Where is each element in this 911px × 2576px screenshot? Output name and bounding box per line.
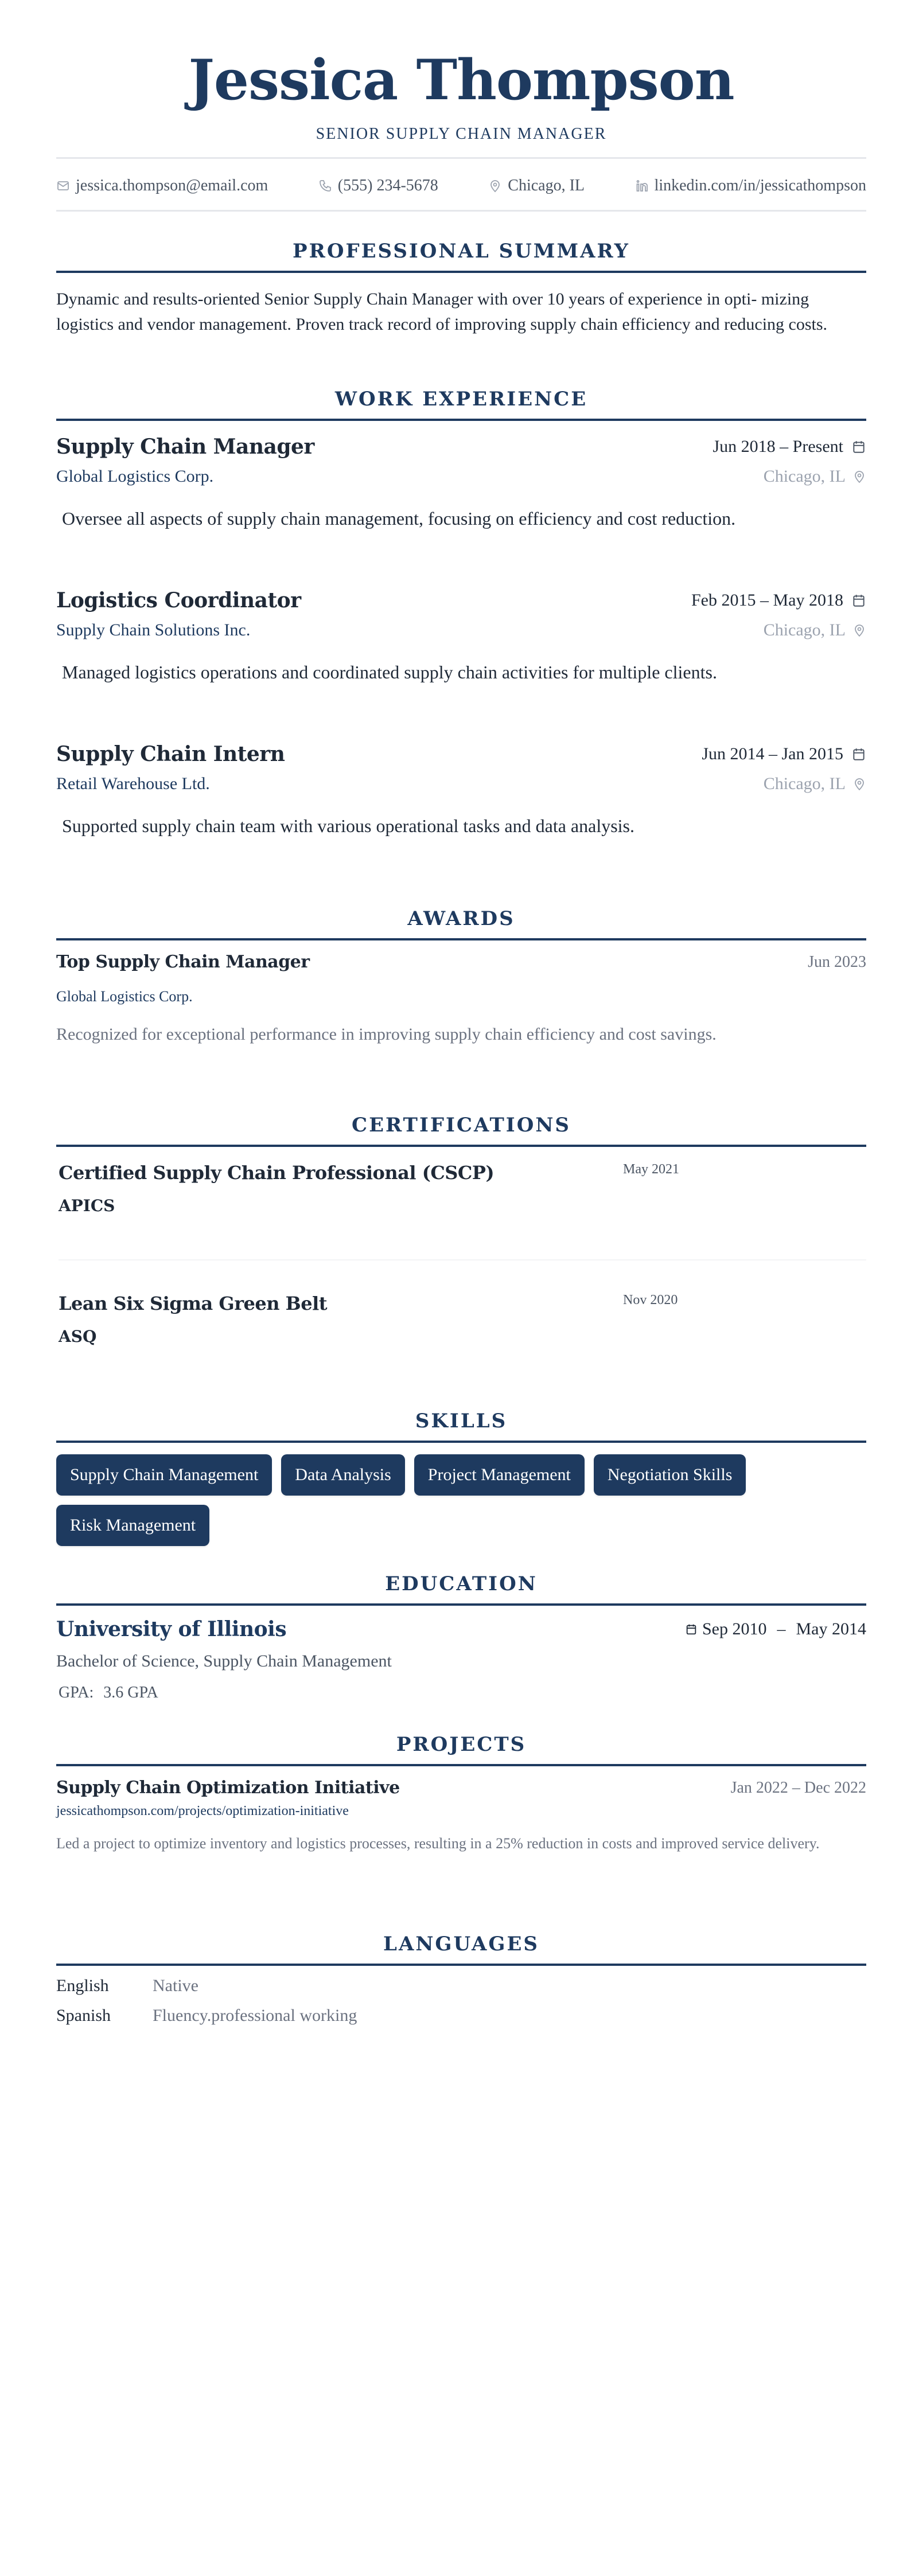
header-divider-bottom <box>56 210 866 212</box>
job-description: Oversee all aspects of supply chain management, focusing on efficiency and cost reduction. <box>62 508 736 529</box>
job-company: Supply Chain Solutions Inc. <box>56 620 251 639</box>
certification-name: Certified Supply Chain Professional (CSCP) <box>59 1162 495 1184</box>
section-rule <box>56 938 866 940</box>
language-item <box>56 1976 866 1996</box>
contact-phone[interactable] <box>318 177 438 195</box>
skill-tag: Data Analysis <box>281 1454 404 1496</box>
section-rule <box>56 1145 866 1147</box>
certification-item <box>59 1293 866 1346</box>
section-rule <box>56 1964 866 1966</box>
contact-bar <box>56 177 866 195</box>
map-pin-icon <box>488 179 502 193</box>
skill-tag: Negotiation Skills <box>594 1454 746 1496</box>
header-divider-top <box>56 157 866 159</box>
linkedin-icon <box>635 179 649 193</box>
map-pin-icon <box>852 470 866 483</box>
project-dates: Jan 2022 – Dec 2022 <box>730 1778 866 1797</box>
job-location: Chicago, IL <box>764 774 866 794</box>
job-title: Supply Chain Manager <box>56 435 314 459</box>
job-description: Supported supply chain team with various operational tasks and data analysis. <box>62 815 634 836</box>
skill-tag: Risk Management <box>56 1505 209 1546</box>
section-rule <box>56 1441 866 1443</box>
section-rule <box>56 271 866 273</box>
skill-tag: Project Management <box>414 1454 585 1496</box>
job-company: Retail Warehouse Ltd. <box>56 774 210 793</box>
skills-list <box>56 1454 866 1546</box>
job-dates: Feb 2015 – May 2018 <box>691 591 866 610</box>
map-pin-icon <box>852 623 866 637</box>
section-rule <box>56 1764 866 1766</box>
award-date: Jun 2023 <box>808 953 866 971</box>
phone-icon <box>318 179 332 193</box>
section-title-certifications: CERTIFICATIONS <box>352 1114 571 1137</box>
email-text: jessica.thompson@email.com <box>76 177 268 194</box>
candidate-title: SENIOR SUPPLY CHAIN MANAGER <box>316 125 607 143</box>
calendar-icon <box>851 439 866 454</box>
skill-tag: Supply Chain Management <box>56 1454 272 1496</box>
linkedin-text: linkedin.com/in/jessicathompson <box>654 177 866 194</box>
award-description: Recognized for exceptional performance in improving supply chain efficiency and cost savings. <box>56 1025 717 1044</box>
phone-text: (555) 234-5678 <box>337 177 438 194</box>
language-level: Native <box>153 1976 198 1995</box>
education-item <box>56 1617 866 1702</box>
experience-item <box>56 742 866 837</box>
calendar-icon <box>851 593 866 608</box>
certification-date: May 2021 <box>623 1162 679 1177</box>
section-rule <box>56 1603 866 1606</box>
section-title-skills: SKILLS <box>415 1410 508 1433</box>
section-title-experience: WORK EXPERIENCE <box>334 388 588 411</box>
language-name: English <box>56 1976 109 1995</box>
project-description: Led a project to optimize inventory and logistics processes, resulting in a 25% reduction in costs and improved service delivery. <box>56 1835 820 1852</box>
experience-item <box>56 588 866 683</box>
job-dates: Jun 2018 – Present <box>713 437 867 456</box>
award-item <box>56 952 866 1044</box>
award-organization: Global Logistics Corp. <box>56 988 193 1005</box>
experience-item <box>56 435 866 529</box>
project-link[interactable]: jessicathompson.com/projects/optimization-initiative <box>56 1804 349 1818</box>
contact-linkedin[interactable] <box>635 177 866 195</box>
certification-name: Lean Six Sigma Green Belt <box>59 1293 328 1314</box>
language-item <box>56 2006 866 2025</box>
languages-list <box>56 1976 866 2036</box>
certification-item <box>59 1162 866 1215</box>
education-school: University of Illinois <box>56 1617 287 1641</box>
certification-issuer: APICS <box>59 1196 115 1215</box>
section-title-awards: AWARDS <box>407 907 515 930</box>
job-title: Supply Chain Intern <box>56 742 285 766</box>
job-dates: Jun 2014 – Jan 2015 <box>702 744 866 764</box>
calendar-icon <box>851 747 866 762</box>
project-item <box>56 1778 866 1856</box>
certification-date: Nov 2020 <box>623 1293 678 1307</box>
section-title-projects: PROJECTS <box>396 1733 527 1756</box>
contact-email[interactable] <box>56 177 268 195</box>
certification-divider <box>59 1259 866 1260</box>
job-location: Chicago, IL <box>764 620 866 640</box>
section-rule <box>56 419 866 421</box>
section-title-languages: LANGUAGES <box>383 1933 539 1956</box>
candidate-name: Jessica Thompson <box>188 48 734 112</box>
education-degree: Bachelor of Science, Supply Chain Management <box>56 1652 392 1671</box>
language-level: Fluency.professional working <box>153 2006 357 2025</box>
contact-location <box>488 177 585 195</box>
section-title-education: EDUCATION <box>385 1572 538 1595</box>
award-title: Top Supply Chain Manager <box>56 952 310 972</box>
mail-icon <box>56 179 70 193</box>
language-name: Spanish <box>56 2006 111 2025</box>
job-title: Logistics Coordinator <box>56 588 301 612</box>
summary-text: Dynamic and results-oriented Senior Supply Chain Manager with over 10 years of experience in opti- mizing logistics and vendor management. Proven track record of improving supply chain efficiency and reducing costs. <box>56 290 828 334</box>
job-company: Global Logistics Corp. <box>56 467 214 486</box>
calendar-icon <box>685 1623 698 1636</box>
education-dates: Sep 2010 – May 2014 <box>685 1619 866 1639</box>
job-description: Managed logistics operations and coordinated supply chain activities for multiple clients. <box>62 662 717 682</box>
location-text: Chicago, IL <box>508 177 585 194</box>
education-gpa: GPA: 3.6 GPA <box>59 1684 158 1701</box>
project-name: Supply Chain Optimization Initiative <box>56 1778 400 1798</box>
map-pin-icon <box>852 777 866 791</box>
certification-issuer: ASQ <box>59 1327 97 1346</box>
job-location: Chicago, IL <box>764 467 866 486</box>
section-title-summary: PROFESSIONAL SUMMARY <box>293 240 630 263</box>
